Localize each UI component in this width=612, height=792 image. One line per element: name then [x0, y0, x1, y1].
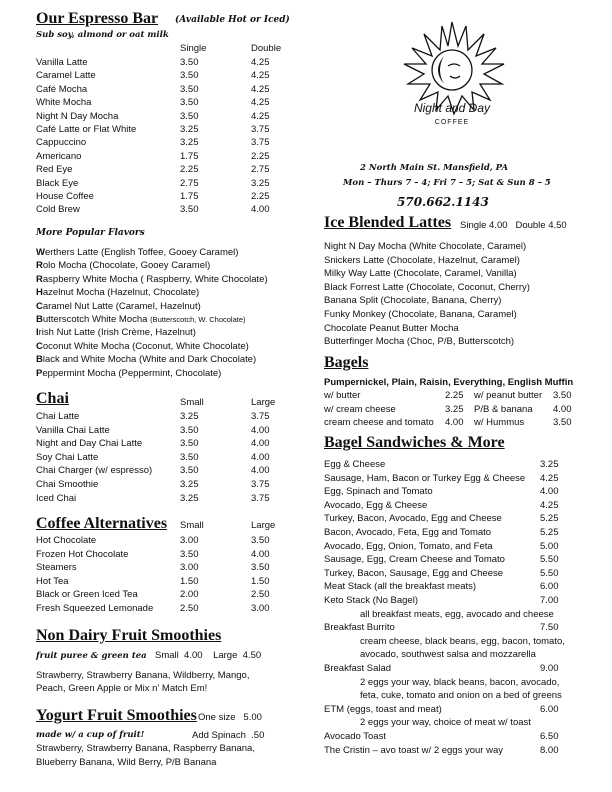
espresso-item-double: 4.25: [251, 57, 270, 68]
espresso-item-name: Cold Brew: [36, 204, 80, 216]
ice-blended-item: Banana Split (Chocolate, Banana, Cherry): [324, 295, 502, 307]
alternatives-col-small: Small: [180, 520, 204, 531]
espresso-item-single: 3.50: [180, 57, 199, 68]
chai-col-large: Large: [251, 397, 276, 408]
sandwich-price: 4.25: [540, 472, 559, 484]
espresso-item-single: 3.50: [180, 110, 199, 122]
espresso-item-double: 2.25: [251, 150, 270, 162]
bagel-option: P/B & banana: [474, 403, 533, 415]
ice-blended-item: Snickers Latte (Chocolate, Hazelnut, Caramel): [324, 254, 520, 266]
sandwich-name: Breakfast Salad: [324, 663, 392, 674]
flavor-item: [36, 354, 256, 367]
alternative-item-name: Hot Tea: [36, 575, 69, 587]
sandwich-price: 4.25: [540, 499, 559, 511]
sandwich-name: Avocado, Egg & Cheese: [324, 499, 428, 511]
espresso-item-double: 4.25: [251, 83, 270, 95]
bagel-types: Pumpernickel, Plain, Raisin, Everything, English Muffin: [324, 377, 574, 388]
espresso-note: Sub soy, almond or oat milk: [36, 30, 169, 40]
flavor-item: [36, 368, 221, 381]
espresso-item-name: Cappuccino: [36, 137, 87, 149]
sandwich-name: The Cristin – avo toast w/ 2 eggs your way: [324, 744, 503, 756]
alternatives-title: Coffee Alternatives: [36, 515, 168, 532]
non-dairy-prices: Small 4.00 Large 4.50: [155, 650, 262, 661]
sandwich-name: ETM (eggs, toast and meat): [324, 703, 442, 715]
sandwich-price: 6.50: [540, 731, 559, 742]
chai-item-small: 3.50: [180, 424, 199, 436]
flavor-initial: W: [36, 247, 45, 258]
sandwich-description: all breakfast meats, egg, avocado and cheese: [360, 608, 554, 620]
sandwich-name: Breakfast Burrito: [324, 622, 395, 634]
sandwich-price: 3.25: [540, 459, 559, 470]
ice-blended-item: Milky Way Latte (Chocolate, Caramel, Vanilla): [324, 268, 517, 280]
espresso-item-single: 3.50: [180, 204, 199, 216]
espresso-item-name: White Mocha: [36, 97, 92, 109]
flavor-name: aramel Nut Latte (Caramel, Hazelnut): [42, 300, 201, 312]
sandwich-price: 9.00: [540, 663, 559, 674]
alternatives-col-large: Large: [251, 520, 276, 531]
flavor-initial: R: [36, 260, 43, 272]
chai-item-name: Chai Latte: [36, 411, 80, 422]
espresso-item-double: 4.25: [251, 110, 270, 122]
bagels-title: Bagels: [324, 354, 369, 371]
chai-col-small: Small: [180, 397, 204, 408]
espresso-item-name: Café Latte or Flat White: [36, 124, 137, 135]
non-dairy-title: Non Dairy Fruit Smoothies: [36, 627, 222, 644]
sandwich-price: 5.25: [540, 513, 559, 525]
espresso-col-double: Double: [251, 43, 282, 54]
espresso-title: Our Espresso Bar: [36, 10, 159, 27]
flavor-detail: (Butterscotch, W. Chocolate): [150, 315, 246, 324]
chai-item-large: 3.75: [251, 479, 270, 490]
sandwich-price: 8.00: [540, 744, 559, 756]
sandwich-name: Meat Stack (all the breakfast meats): [324, 581, 477, 593]
espresso-item-single: 3.50: [180, 83, 199, 95]
alternative-item-small: 3.00: [180, 562, 199, 574]
alternative-item-large: 3.50: [251, 535, 270, 546]
ice-blended-item: Chocolate Peanut Butter Mocha: [324, 322, 459, 334]
alternative-item-small: 1.50: [180, 575, 199, 587]
chai-item-large: 3.75: [251, 492, 270, 504]
sandwich-name: Turkey, Bacon, Sausage, Egg and Cheese: [324, 567, 504, 579]
sandwich-name: Egg, Spinach and Tomato: [324, 486, 433, 498]
espresso-item-single: 1.75: [180, 191, 199, 202]
ice-blended-prices: Single 4.00 Double 4.50: [460, 220, 567, 231]
flavor-item: [36, 301, 201, 314]
flavor-initial: C: [36, 340, 43, 352]
espresso-item-name: Café Mocha: [36, 83, 88, 95]
alternative-item-name: Frozen Hot Chocolate: [36, 548, 129, 560]
bagel-option: w/ peanut butter: [474, 390, 543, 401]
sandwich-name: Keto Stack (No Bagel): [324, 595, 418, 606]
alternative-item-name: Steamers: [36, 562, 77, 574]
flavor-item: [36, 247, 238, 260]
ice-blended-item: Funky Monkey (Chocolate, Banana, Caramel): [324, 309, 517, 320]
sandwich-name: Sausage, Egg, Cream Cheese and Tomato: [324, 554, 505, 566]
yogurt-size: One size 5.00: [198, 712, 262, 723]
bagel-option: w/ Hummus: [474, 417, 525, 428]
espresso-item-single: 3.50: [180, 97, 199, 109]
non-dairy-line-2: Peach, Green Apple or Mix n' Match Em!: [36, 683, 208, 694]
sandwich-price: 6.00: [540, 581, 559, 593]
alternative-item-small: 2.00: [180, 589, 199, 601]
contact-hours: Mon – Thurs 7 – 4; Fri 7 – 5; Sat & Sun 8 – 5: [343, 178, 551, 188]
chai-item-small: 3.50: [180, 451, 199, 463]
flavor-name: lack and White Mocha (White and Dark Chocolate): [42, 354, 257, 366]
ice-blended-title: Ice Blended Lattes: [324, 214, 452, 231]
espresso-item-name: Black Eye: [36, 177, 79, 189]
bagel-price: 3.50: [553, 417, 572, 428]
flavor-item: [36, 287, 199, 300]
espresso-item-name: House Coffee: [36, 191, 94, 202]
sandwich-description: 2 eggs your way, choice of meat w/ toast: [360, 717, 531, 729]
flavor-name: azelnut Mocha (Hazelnut, Chocolate): [42, 287, 200, 299]
bagel-option: w/ cream cheese: [324, 403, 396, 415]
sandwich-price: 5.50: [540, 554, 559, 566]
espresso-item-name: Americano: [36, 150, 82, 162]
bagel-price: 3.25: [445, 403, 464, 415]
chai-item-small: 3.25: [180, 411, 199, 422]
chai-item-small: 3.50: [180, 465, 199, 477]
espresso-item-double: 4.00: [251, 204, 270, 216]
sandwich-description: feta, cuke, tomato and onion on a bed of greens: [360, 690, 562, 702]
sandwich-price: 5.50: [540, 567, 559, 579]
espresso-item-single: 2.25: [180, 164, 199, 176]
bagel-price: 4.00: [445, 417, 464, 428]
alternative-item-large: 1.50: [251, 575, 270, 587]
alternative-item-large: 2.50: [251, 589, 270, 601]
chai-item-name: Iced Chai: [36, 492, 77, 504]
chai-item-large: 4.00: [251, 424, 270, 436]
alternative-item-small: 3.00: [180, 535, 199, 546]
contact-address: 2 North Main St. Mansfield, PA: [360, 163, 509, 173]
espresso-item-name: Vanilla Latte: [36, 57, 88, 68]
espresso-item-double: 4.25: [251, 97, 270, 109]
flavor-name: erthers Latte (English Toffee, Gooey Caramel): [44, 247, 239, 258]
sandwich-description: 2 eggs your way, black beans, bacon, avocado,: [360, 676, 560, 688]
sandwich-price: 4.00: [540, 486, 559, 498]
espresso-item-double: 2.75: [251, 164, 270, 176]
flavor-initial: I: [36, 327, 39, 339]
sun-moon-logo: [392, 18, 512, 128]
espresso-item-name: Red Eye: [36, 164, 73, 176]
flavor-initial: B: [36, 354, 43, 366]
contact-phone: 570.662.1143: [397, 195, 489, 209]
alternative-item-small: 3.50: [180, 548, 199, 560]
flavor-initial: H: [36, 287, 43, 299]
flavor-name: eppermint Mocha (Peppermint, Chocolate): [42, 367, 222, 379]
sandwich-price: 5.25: [540, 527, 559, 538]
sandwich-price: 5.00: [540, 540, 559, 552]
flavor-name: rish Nut Latte (Irish Crème, Hazelnut): [38, 327, 196, 339]
alternative-item-small: 2.50: [180, 603, 199, 614]
chai-item-name: Chai Charger (w/ espresso): [36, 465, 153, 477]
flavor-item: [36, 260, 210, 273]
espresso-subtitle: (Available Hot or Iced): [175, 15, 290, 25]
sandwich-description: avocado, southwest salsa and mozzarella: [360, 649, 536, 661]
sandwich-name: Bacon, Avocado, Feta, Egg and Tomato: [324, 527, 492, 538]
sandwich-name: Egg & Cheese: [324, 459, 386, 470]
flavor-name: utterscotch White Mocha: [42, 314, 151, 325]
ice-blended-item: Night N Day Mocha (White Chocolate, Caramel): [324, 241, 527, 252]
bagel-price: 3.50: [553, 390, 572, 401]
non-dairy-note: fruit puree & green tea: [36, 651, 147, 661]
chai-title: Chai: [36, 390, 69, 407]
sandwich-price: 7.00: [540, 595, 559, 606]
yogurt-title: Yogurt Fruit Smoothies: [36, 707, 197, 724]
alternative-item-name: Hot Chocolate: [36, 535, 97, 546]
yogurt-note: made w/ a cup of fruit!: [36, 730, 145, 740]
ice-blended-item: Black Forrest Latte (Chocolate, Coconut, Cherry): [324, 281, 530, 293]
espresso-item-double: 2.25: [251, 191, 270, 202]
sandwich-name: Avocado, Egg, Onion, Tomato, and Feta: [324, 540, 493, 552]
espresso-col-single: Single: [180, 43, 207, 54]
chai-item-small: 3.25: [180, 479, 199, 490]
chai-item-name: Chai Smoothie: [36, 479, 99, 490]
espresso-item-double: 3.75: [251, 137, 270, 149]
espresso-item-double: 3.25: [251, 177, 270, 189]
flavor-item: [36, 314, 246, 327]
sandwich-name: Turkey, Bacon, Avocado, Egg and Cheese: [324, 513, 502, 525]
sandwich-price: 6.00: [540, 703, 559, 715]
espresso-item-single: 3.25: [180, 124, 199, 135]
flavor-name: oconut White Mocha (Coconut, White Chocolate): [42, 340, 249, 352]
alternative-item-large: 3.00: [251, 603, 270, 614]
yogurt-line-1: Strawberry, Strawberry Banana, Raspberry Banana,: [36, 743, 255, 754]
flavor-name: aspberry White Mocha ( Raspberry, White Chocolate): [42, 273, 268, 285]
flavor-initial: B: [36, 314, 43, 325]
chai-item-large: 4.00: [251, 451, 270, 463]
bagel-option: cream cheese and tomato: [324, 417, 434, 428]
alternative-item-name: Fresh Squeezed Lemonade: [36, 603, 154, 614]
ice-blended-item: Butterfinger Mocha (Choc, P/B, Butterscotch): [324, 336, 515, 348]
espresso-item-single: 2.75: [180, 177, 199, 189]
espresso-item-single: 3.25: [180, 137, 199, 149]
espresso-item-single: 1.75: [180, 150, 199, 162]
flavor-initial: C: [36, 300, 43, 312]
bagel-price: 2.25: [445, 390, 464, 401]
alternative-item-large: 3.50: [251, 562, 270, 574]
sandwiches-title: Bagel Sandwiches & More: [324, 434, 505, 451]
espresso-item-name: Night N Day Mocha: [36, 110, 119, 122]
chai-item-name: Vanilla Chai Latte: [36, 424, 110, 436]
bagel-price: 4.00: [553, 403, 572, 415]
sandwich-description: cream cheese, black beans, egg, bacon, tomato,: [360, 635, 565, 647]
flavor-item: [36, 341, 249, 354]
bagel-option: w/ butter: [324, 390, 361, 401]
alternative-item-large: 4.00: [251, 548, 270, 560]
yogurt-addon: Add Spinach .50: [192, 730, 265, 741]
sandwich-price: 7.50: [540, 622, 559, 634]
sandwich-name: Avocado Toast: [324, 731, 386, 742]
alternative-item-name: Black or Green Iced Tea: [36, 589, 138, 601]
flavor-item: [36, 327, 196, 340]
flavor-initial: R: [36, 273, 43, 285]
flavor-name: olo Mocha (Chocolate, Gooey Caramel): [42, 260, 211, 272]
chai-item-name: Soy Chai Latte: [36, 451, 99, 463]
chai-item-large: 4.00: [251, 438, 270, 450]
flavors-title: More Popular Flavors: [36, 228, 145, 238]
chai-item-large: 3.75: [251, 411, 270, 422]
non-dairy-line-1: Strawberry, Strawberry Banana, Wildberry, Mango,: [36, 670, 250, 681]
chai-item-small: 3.25: [180, 492, 199, 504]
logo-sub: COFFEE: [434, 119, 470, 126]
chai-item-large: 4.00: [251, 465, 270, 477]
chai-item-small: 3.50: [180, 438, 199, 450]
yogurt-line-2: Blueberry Banana, Wild Berry, P/B Banana: [36, 757, 217, 768]
flavor-item: [36, 274, 268, 287]
flavor-initial: P: [36, 367, 43, 379]
chai-item-name: Night and Day Chai Latte: [36, 438, 143, 450]
espresso-item-double: 4.25: [251, 70, 270, 82]
sandwich-name: Sausage, Ham, Bacon or Turkey Egg & Cheese: [324, 472, 526, 484]
espresso-item-double: 3.75: [251, 124, 270, 135]
espresso-item-name: Caramel Latte: [36, 70, 96, 82]
espresso-item-single: 3.50: [180, 70, 199, 82]
logo-brand: Night and Day: [413, 101, 491, 115]
